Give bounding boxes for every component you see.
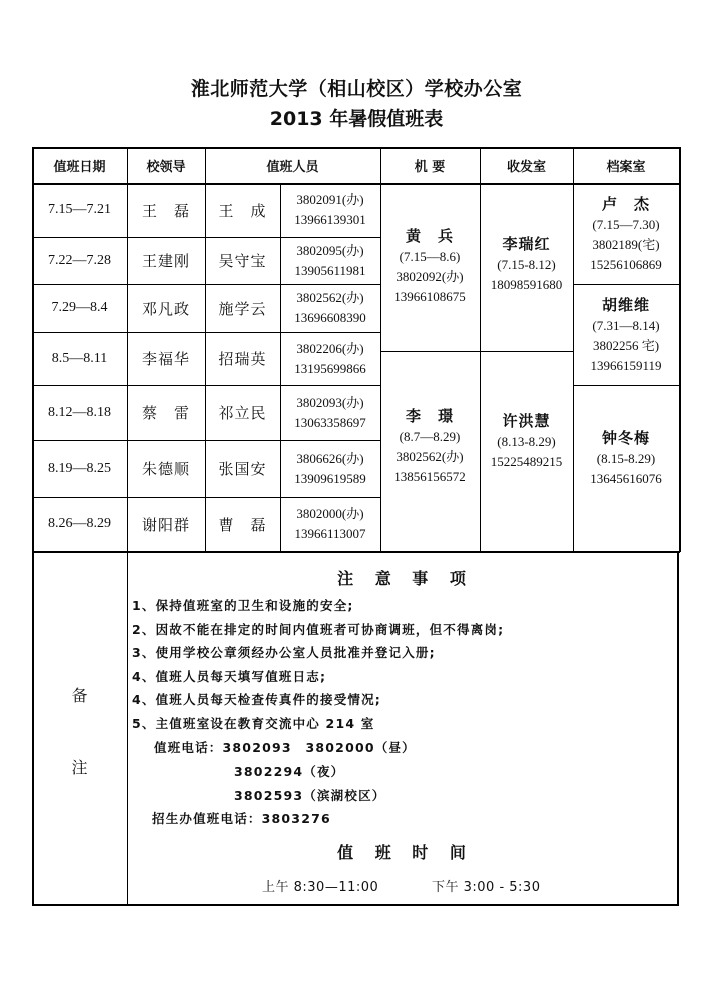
note-item: 4、值班人员每天检查传真件的接受情况; (132, 692, 381, 707)
archives-name: 卢 杰 (601, 194, 650, 213)
mobile-phone: 13966113007 (294, 526, 366, 541)
hours-heading: 值 班 时 间 (337, 843, 467, 862)
header-leader: 校领导 (146, 159, 186, 175)
row-leader: 李福华 (141, 350, 190, 368)
row-leader: 邓凡政 (141, 299, 190, 318)
archives-phone: 3802189(宅) (592, 236, 660, 252)
confidential-phone: 3802562(办) (396, 449, 464, 464)
office-phone: 3802091(办) (296, 192, 364, 207)
confidential-name: 李 璟 (405, 407, 454, 425)
row-staff: 吴守宝 (218, 252, 267, 270)
note-item: 1、保持值班室的卫生和设施的安全; (132, 598, 354, 613)
duty-phone-binhu: 3802593（滨湖校区） (234, 788, 386, 803)
archives-block (573, 183, 679, 284)
mobile-phone: 13696608390 (294, 310, 366, 325)
archives-mobile: 15256106869 (590, 256, 662, 272)
archives-phone: 3802256 宅) (592, 337, 660, 353)
mailroom-name: 李瑞红 (502, 235, 551, 253)
row-phones (280, 332, 380, 385)
note-item: 3、使用学校公章须经办公室人员批准并登记入册; (132, 645, 436, 660)
confidential-phone: 3802092(办) (396, 269, 464, 284)
mailroom-block (480, 351, 573, 551)
mailroom-period: (7.15-8.12) (497, 257, 556, 272)
header-staff: 值班人员 (266, 159, 319, 175)
row-phones (280, 497, 380, 551)
confidential-block (380, 183, 480, 351)
row-staff: 王 成 (218, 201, 267, 220)
row-phones (280, 237, 380, 284)
confidential-period: (7.15—8.6) (399, 249, 461, 264)
office-phone: 3802000(办) (296, 506, 364, 521)
mailroom-block (480, 183, 573, 351)
row-phones (280, 284, 380, 332)
office-phone: 3802206(办) (296, 340, 364, 356)
archives-mobile: 13966159119 (590, 357, 662, 373)
row-leader: 王 磊 (141, 201, 190, 220)
archives-period: (7.31—8.14) (592, 317, 660, 333)
row-date: 7.29—8.4 (51, 300, 108, 315)
row-phones (280, 440, 380, 497)
row-date: 8.19—8.25 (48, 460, 111, 476)
row-date: 7.22—7.28 (48, 252, 111, 268)
row-date: 8.26—8.29 (48, 516, 111, 531)
row-leader: 蔡 雷 (141, 404, 190, 422)
row-staff: 曹 磊 (218, 515, 267, 534)
row-leader: 王建刚 (141, 252, 190, 270)
archives-period: (7.15—7.30) (592, 216, 660, 232)
archives-period: (8.15-8.29) (596, 451, 656, 466)
header-archives: 档案室 (606, 159, 646, 175)
row-staff: 祁立民 (218, 404, 267, 422)
notes-heading: 注 意 事 项 (337, 569, 467, 588)
row-date: 8.12—8.18 (48, 404, 111, 420)
archives-name: 钟冬梅 (601, 429, 650, 447)
confidential-name: 黄 兵 (405, 227, 454, 245)
row-leader: 朱德顺 (141, 460, 190, 478)
duty-phone-line: 值班电话：3802093 3802000（昼） (154, 740, 416, 755)
office-phone: 3806626(办) (296, 450, 364, 466)
remarks-label-2: 注 (71, 758, 88, 777)
remarks-label-1: 备 (71, 686, 88, 705)
document-title: 淮北师范大学（相山校区）学校办公室 (190, 78, 523, 100)
header-date: 值班日期 (53, 159, 106, 175)
header-mailroom: 收发室 (506, 159, 546, 175)
row-staff: 招瑞英 (218, 350, 267, 368)
afternoon-hours: 下午 3:00 - 5:30 (432, 880, 541, 895)
mailroom-mobile: 15225489215 (490, 454, 563, 469)
mailroom-mobile: 18098591680 (490, 277, 563, 292)
row-leader: 谢阳群 (141, 515, 190, 534)
row-phones (280, 183, 380, 237)
header-confidential: 机 要 (414, 159, 446, 175)
document-subtitle: 2013 年暑假值班表 (269, 108, 444, 130)
confidential-mobile: 13966108675 (394, 289, 466, 304)
mobile-phone: 13905611981 (294, 262, 366, 278)
confidential-period: (8.7—8.29) (399, 429, 461, 444)
morning-hours: 上午 8:30—11:00 (262, 880, 379, 895)
mailroom-period: (8.13-8.29) (497, 434, 556, 449)
row-staff: 施学云 (218, 299, 267, 318)
archives-block (573, 284, 679, 385)
admissions-phone: 招生办值班电话：3803276 (152, 811, 331, 826)
duty-phone-night: 3802294（夜） (234, 764, 345, 779)
office-phone: 3802095(办) (296, 242, 364, 258)
mobile-phone: 13195699866 (294, 360, 366, 376)
row-date: 7.15—7.21 (48, 202, 111, 217)
office-phone: 3802093(办) (296, 394, 364, 410)
note-item: 4、值班人员每天填写值班日志; (132, 669, 327, 684)
mobile-phone: 13063358697 (294, 414, 366, 430)
mailroom-name: 许洪慧 (502, 412, 551, 430)
note-item: 2、因故不能在排定的时间内值班者可协商调班，但不得离岗; (132, 622, 505, 637)
row-date: 8.5—8.11 (51, 350, 108, 366)
row-staff: 张国安 (218, 460, 267, 478)
confidential-mobile: 13856156572 (394, 469, 466, 484)
mobile-phone: 13966139301 (294, 212, 366, 227)
archives-block (573, 385, 679, 551)
archives-mobile: 13645616076 (590, 471, 662, 486)
mobile-phone: 13909619589 (294, 470, 366, 486)
row-phones (280, 385, 380, 440)
note-item: 5、主值班室设在教育交流中心 214 室 (132, 716, 375, 731)
office-phone: 3802562(办) (296, 290, 364, 305)
archives-name: 胡维维 (601, 295, 650, 314)
confidential-block (380, 351, 480, 551)
